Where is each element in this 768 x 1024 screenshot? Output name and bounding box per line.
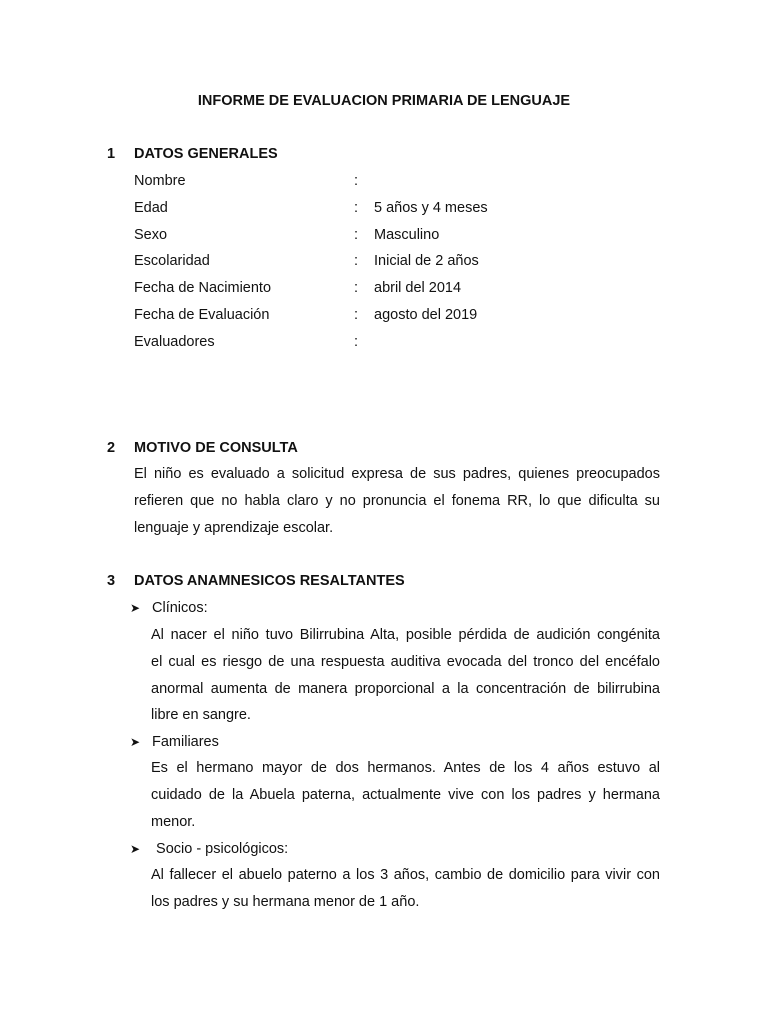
field-row-escolaridad bbox=[134, 251, 694, 271]
paragraph-line: menor. bbox=[151, 813, 196, 830]
field-row-evaluadores bbox=[134, 332, 694, 352]
field-label: Escolaridad bbox=[134, 253, 210, 269]
field-label: Sexo bbox=[134, 227, 168, 243]
bullet-label: Clínicos: bbox=[152, 600, 208, 616]
section-heading-datos-generales bbox=[107, 144, 278, 164]
field-label: Fecha de Nacimiento bbox=[134, 280, 272, 296]
field-value: Inicial de 2 años bbox=[374, 253, 479, 269]
field-colon: : bbox=[354, 253, 359, 269]
field-colon: : bbox=[354, 173, 359, 189]
field-colon: : bbox=[354, 200, 359, 216]
paragraph-motivo-consulta bbox=[134, 461, 660, 541]
bullet-item-familiares bbox=[130, 732, 219, 752]
paragraph-line: Al nacer el niño tuvo Bilirrubina Alta, posible pérdida de audición congénita bbox=[151, 627, 660, 643]
paragraph-line: lenguaje y aprendizaje escolar. bbox=[134, 519, 334, 536]
arrowhead-bullet-icon: ➤ bbox=[130, 601, 141, 615]
paragraph-line: El niño es evaluado a solicitud expresa de sus padres, quienes preocupados bbox=[134, 466, 660, 482]
paragraph-line: libre en sangre. bbox=[151, 707, 251, 724]
field-label: Edad bbox=[134, 200, 168, 216]
field-value: Masculino bbox=[374, 227, 440, 243]
section-number: 3 bbox=[107, 573, 116, 589]
field-colon: : bbox=[354, 334, 359, 350]
field-colon: : bbox=[354, 307, 359, 323]
field-row-fecha-nacimiento bbox=[134, 278, 694, 298]
field-value: agosto del 2019 bbox=[374, 307, 478, 323]
section-heading-motivo-consulta bbox=[107, 438, 298, 458]
section-number: 1 bbox=[107, 146, 116, 162]
paragraph-socio-psicologicos bbox=[151, 862, 660, 916]
field-row-nombre bbox=[134, 171, 694, 191]
paragraph-line: los padres y su hermana menor de 1 año. bbox=[151, 893, 420, 910]
field-value: abril del 2014 bbox=[374, 280, 462, 296]
section-title: DATOS ANAMNESICOS RESALTANTES bbox=[134, 573, 405, 589]
paragraph-familiares bbox=[151, 755, 660, 835]
section-heading-datos-anamnesicos bbox=[107, 571, 405, 591]
section-title: DATOS GENERALES bbox=[134, 146, 278, 162]
bullet-label: Familiares bbox=[152, 734, 219, 750]
paragraph-line: anormal aumenta de manera proporcional a la concentración de bilirrubina bbox=[151, 680, 660, 697]
field-label: Fecha de Evaluación bbox=[134, 307, 270, 323]
paragraph-line: Es el hermano mayor de dos hermanos. Antes de los 4 años estuvo al bbox=[151, 760, 660, 776]
section-title: MOTIVO DE CONSULTA bbox=[134, 440, 298, 456]
field-row-fecha-evaluacion bbox=[134, 305, 694, 325]
field-colon: : bbox=[354, 280, 359, 296]
arrowhead-bullet-icon: ➤ bbox=[130, 735, 141, 749]
bullet-item-socio-psicologicos bbox=[130, 839, 288, 859]
paragraph-line: Al fallecer el abuelo paterno a los 3 años, cambio de domicilio para vivir con bbox=[151, 867, 660, 883]
paragraph-line: cuidado de la Abuela paterna, actualmente vive con los padres y hermana bbox=[151, 786, 660, 803]
arrowhead-bullet-icon: ➤ bbox=[130, 842, 141, 856]
field-row-sexo bbox=[134, 225, 694, 245]
bullet-label: Socio - psicológicos: bbox=[152, 841, 289, 857]
paragraph-line: refieren que no habla claro y no pronuncia el fonema RR, lo que dificulta su bbox=[134, 492, 660, 509]
field-colon: : bbox=[354, 227, 359, 243]
field-label: Evaluadores bbox=[134, 334, 215, 350]
document-title: INFORME DE EVALUACION PRIMARIA DE LENGUAJE bbox=[197, 93, 571, 109]
paragraph-clinicos bbox=[151, 622, 660, 729]
field-row-edad bbox=[134, 198, 694, 218]
field-label: Nombre bbox=[134, 173, 186, 189]
field-value: 5 años y 4 meses bbox=[374, 200, 488, 216]
paragraph-line: el cual es riesgo de una respuesta auditiva evocada del tronco del encéfalo bbox=[151, 653, 660, 670]
section-number: 2 bbox=[107, 440, 116, 456]
bullet-item-clinicos bbox=[130, 598, 208, 618]
